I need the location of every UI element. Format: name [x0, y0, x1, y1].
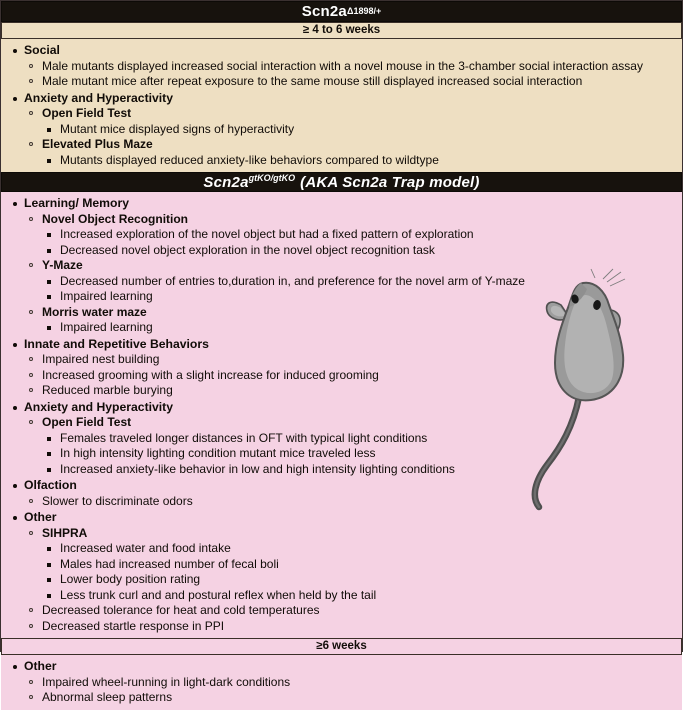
sub-list [24, 352, 676, 399]
square-bullet-icon [47, 233, 51, 237]
square-bullet-icon [47, 452, 51, 456]
item-label: Increased water and food intake [60, 541, 231, 555]
circle-bullet-icon [29, 373, 33, 377]
group-label: Other [24, 659, 57, 673]
list-item [7, 478, 676, 509]
sub-sub-list [42, 320, 676, 336]
item-label: Mutant mice displayed signs of hyperactivity [60, 121, 295, 136]
circle-bullet-icon [29, 388, 33, 392]
item-label: In high intensity lighting condition mutant mice traveled less [60, 446, 376, 460]
section-one-title-gene: Scn2a [301, 3, 347, 20]
list-item [42, 289, 676, 305]
list-item [24, 603, 676, 619]
section-one-title-superscript: Δ1898/+ [346, 6, 382, 16]
circle-bullet-icon [29, 680, 33, 684]
sub-list [24, 106, 676, 168]
item-label: Reduced marble burying [42, 383, 173, 397]
disc-bullet-icon [13, 49, 17, 53]
list-item [24, 74, 676, 90]
sub-sub-list [42, 274, 676, 305]
disc-bullet-icon [13, 665, 17, 669]
square-bullet-icon [47, 594, 51, 598]
group-label: Innate and Repetitive Behaviors [24, 336, 209, 351]
item-label: Open Field Test [42, 106, 132, 120]
list-item [24, 212, 676, 259]
group-label: Other [24, 510, 57, 524]
list-item [24, 258, 676, 305]
circle-bullet-icon [29, 499, 33, 503]
group-label: Social [24, 43, 60, 57]
list-item [7, 196, 676, 336]
list-item [24, 305, 676, 336]
section-two-title-gene: Scn2a [203, 174, 249, 191]
item-label: Females traveled longer distances in OFT with typical light conditions [60, 430, 428, 445]
item-label: Decreased number of entries to,duration in, and preference for the novel arm of Y-maze [60, 273, 525, 288]
item-label: Decreased novel object exploration in the novel object recognition task [60, 242, 435, 257]
item-label: Elevated Plus Maze [42, 137, 153, 151]
sub-list [24, 526, 676, 635]
list-item [24, 675, 676, 691]
circle-bullet-icon [29, 695, 33, 699]
sub-list [24, 415, 676, 477]
item-label: Male mutants displayed increased social interaction with a novel mouse in the 3-chamber social interaction assay [42, 58, 643, 73]
circle-bullet-icon [29, 217, 33, 221]
section-three-weeks-label: ≥6 weeks [316, 639, 367, 652]
square-bullet-icon [47, 128, 51, 132]
list-item [42, 431, 676, 447]
item-label: Impaired learning [60, 289, 153, 303]
item-label: Mutants displayed reduced anxiety-like behaviors compared to wildtype [60, 152, 439, 167]
item-label: Increased anxiety-like behavior in low and high intensity lighting conditions [60, 461, 455, 476]
item-label: Impaired learning [60, 320, 153, 334]
square-bullet-icon [47, 578, 51, 582]
circle-bullet-icon [29, 111, 33, 115]
item-label: Decreased startle response in PPI [42, 618, 225, 633]
section-three-list [7, 659, 676, 706]
circle-bullet-icon [29, 608, 33, 612]
group-label: Anxiety and Hyperactivity [24, 90, 174, 105]
list-item [24, 59, 676, 75]
circle-bullet-icon [29, 310, 33, 314]
sub-list [24, 494, 676, 510]
item-label: Less trunk curl and and postural reflex when held by the tail [60, 587, 377, 602]
disc-bullet-icon [13, 406, 17, 410]
section-scn2a-gtko [1, 172, 682, 638]
circle-bullet-icon [29, 624, 33, 628]
list-item [24, 137, 676, 168]
list-item [7, 510, 676, 634]
circle-bullet-icon [29, 357, 33, 361]
list-item [24, 352, 676, 368]
sub-list [24, 212, 676, 336]
list-item [24, 368, 676, 384]
section-three-weeks-band [1, 638, 682, 655]
square-bullet-icon [47, 563, 51, 567]
list-item [7, 659, 676, 706]
square-bullet-icon [47, 326, 51, 330]
circle-bullet-icon [29, 142, 33, 146]
item-label: Males had increased number of fecal boli [60, 556, 279, 571]
list-item [24, 690, 676, 706]
disc-bullet-icon [13, 516, 17, 520]
list-item [24, 494, 676, 510]
sub-list [24, 59, 676, 90]
list-item [42, 320, 676, 336]
section-three-body [1, 655, 682, 710]
section-two-list [7, 196, 676, 634]
disc-bullet-icon [13, 484, 17, 488]
square-bullet-icon [47, 295, 51, 299]
square-bullet-icon [47, 280, 51, 284]
square-bullet-icon [47, 437, 51, 441]
list-item [42, 274, 676, 290]
group-label: Learning/ Memory [24, 196, 129, 210]
disc-bullet-icon [13, 97, 17, 101]
item-label: Open Field Test [42, 415, 132, 429]
item-label: Y-Maze [42, 258, 83, 272]
list-item [42, 122, 676, 138]
item-label: Increased exploration of the novel object but had a fixed pattern of exploration [60, 227, 474, 241]
section-one-body [1, 39, 682, 172]
group-label: Anxiety and Hyperactivity [24, 399, 174, 414]
list-item [24, 619, 676, 635]
square-bullet-icon [47, 547, 51, 551]
list-item [24, 415, 676, 477]
item-label: Male mutant mice after repeat exposure to the same mouse still displayed increased social interaction [42, 74, 583, 88]
section-two-title-superscript: gtKO/gtKO [248, 173, 296, 183]
list-item [42, 462, 676, 478]
sub-sub-list [42, 122, 676, 138]
disc-bullet-icon [13, 343, 17, 347]
list-item [42, 572, 676, 588]
section-two-title [1, 172, 682, 192]
list-item [7, 337, 676, 399]
list-item [7, 91, 676, 169]
circle-bullet-icon [29, 420, 33, 424]
sub-sub-list [42, 541, 676, 603]
square-bullet-icon [47, 468, 51, 472]
section-two-title-aka: (AKA Scn2a Trap model) [300, 173, 480, 191]
list-item [42, 541, 676, 557]
circle-bullet-icon [29, 79, 33, 83]
list-item [42, 588, 676, 604]
square-bullet-icon [47, 159, 51, 163]
item-label: Lower body position rating [60, 572, 201, 586]
section-one-list [7, 43, 676, 168]
disc-bullet-icon [13, 202, 17, 206]
section-one-weeks-band [1, 22, 682, 39]
sub-sub-list [42, 153, 676, 169]
section-one-title [1, 1, 682, 22]
square-bullet-icon [47, 249, 51, 253]
circle-bullet-icon [29, 531, 33, 535]
sub-list [24, 675, 676, 706]
item-label: Impaired nest building [42, 352, 160, 366]
section-one-weeks-label: ≥ 4 to 6 weeks [302, 23, 381, 36]
list-item [42, 227, 676, 243]
sub-sub-list [42, 227, 676, 258]
item-label: Impaired wheel-running in light-dark conditions [42, 674, 291, 689]
list-item [42, 153, 676, 169]
group-label: Olfaction [24, 478, 77, 492]
list-item [7, 400, 676, 478]
list-item [42, 243, 676, 259]
list-item [24, 106, 676, 137]
item-label: Abnormal sleep patterns [42, 690, 173, 704]
circle-bullet-icon [29, 263, 33, 267]
list-item [7, 43, 676, 90]
section-six-weeks [1, 638, 682, 710]
list-item [42, 446, 676, 462]
item-label: Increased grooming with a slight increase for induced grooming [42, 367, 379, 382]
section-two-body [1, 192, 682, 638]
item-label: Novel Object Recognition [42, 211, 189, 226]
section-scn2a-delta1898 [1, 1, 682, 172]
circle-bullet-icon [29, 64, 33, 68]
list-item [24, 383, 676, 399]
item-label: Slower to discriminate odors [42, 493, 193, 508]
list-item [42, 557, 676, 573]
item-label: Morris water maze [42, 304, 147, 319]
list-item [24, 526, 676, 604]
item-label: Decreased tolerance for heat and cold temperatures [42, 603, 320, 617]
sub-sub-list [42, 431, 676, 478]
item-label: SIHPRA [42, 525, 88, 540]
